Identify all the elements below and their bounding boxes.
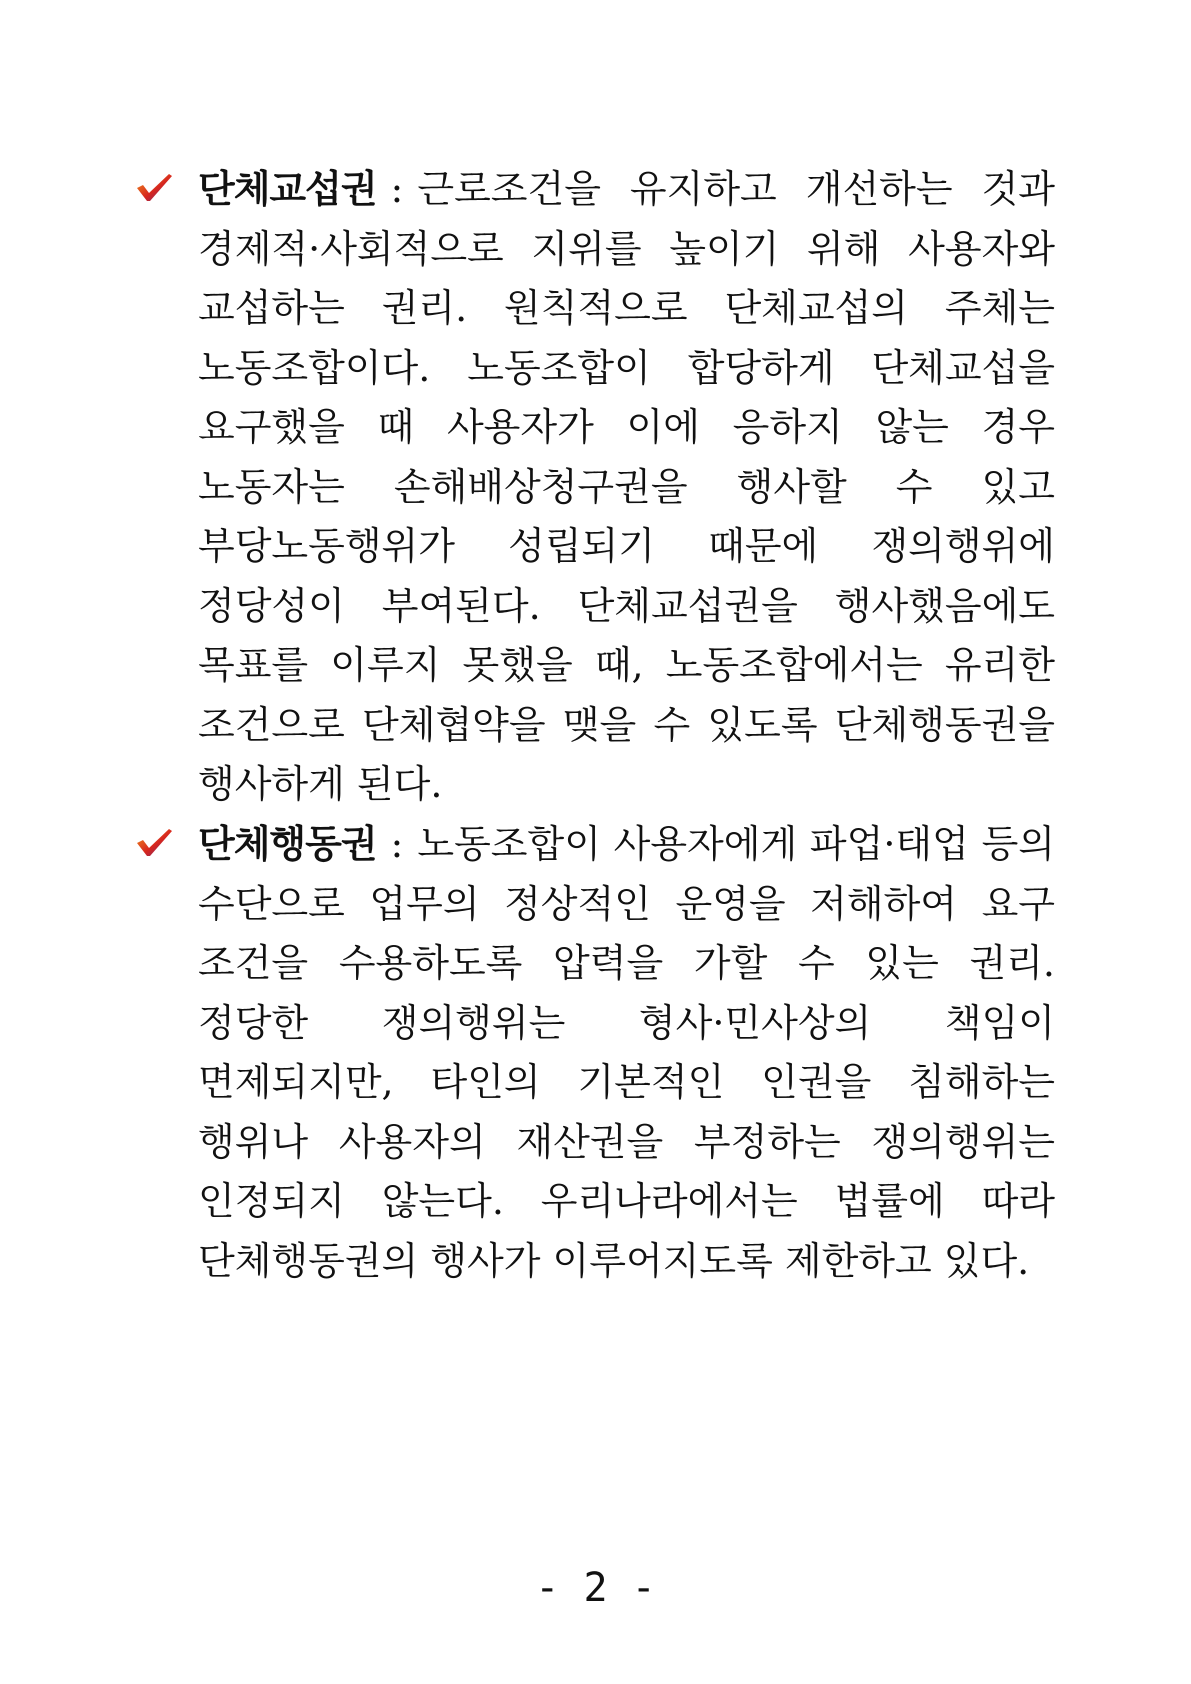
definition-text: 근로조건을 유지하고 개선하는 것과 경제적·사회적으로 지위를 높이기 위해 사용자와 교섭하는 권리. 원칙적으로 단체교섭의 주체는 노동조합이다. 노동조합이 합당하게 단체교섭을 요구했을 때 사용자가 이에 응하지 않는 경우 노동자는 손해배상청구권을 행사할 수 있고 부당노동행위가 성립되기 때문에 쟁의행위에 정당성이 부여된다. 단체교섭권을 행사했음에도 목표를 이루지 못했을 때, 노동조합에서는 유리한 조건으로 단체협약을 맺을 수 있도록 단체행동권을 행사하게 된다. — [198, 167, 1055, 806]
checkmark-icon — [135, 172, 173, 202]
page-number: - 2 - — [535, 1565, 656, 1611]
definition-text: 노동조합이 사용자에게 파업·태업 등의 수단으로 업무의 정상적인 운영을 저해하여 요구 조건을 수용하도록 압력을 가할 수 있는 권리. 정당한 쟁의행위는 형사·민사상의 책임이 면제되지만, 타인의 기본적인 인권을 침해하는 행위나 사용자의 재산권을 부정하는 쟁의행위는 인정되지 않는다. 우리나라에서는 법률에 따라 단체행동권의 행사가 이루어지도록 제한하고 있다. — [198, 822, 1055, 1283]
definition-paragraph — [198, 815, 1055, 1291]
term-label: 단체교섭권 — [198, 167, 377, 211]
checkmark-icon — [135, 827, 173, 857]
definition-paragraph — [198, 160, 1055, 815]
term-separator: : — [390, 822, 404, 866]
term-separator: : — [390, 167, 404, 211]
term-label: 단체행동권 — [198, 822, 377, 866]
